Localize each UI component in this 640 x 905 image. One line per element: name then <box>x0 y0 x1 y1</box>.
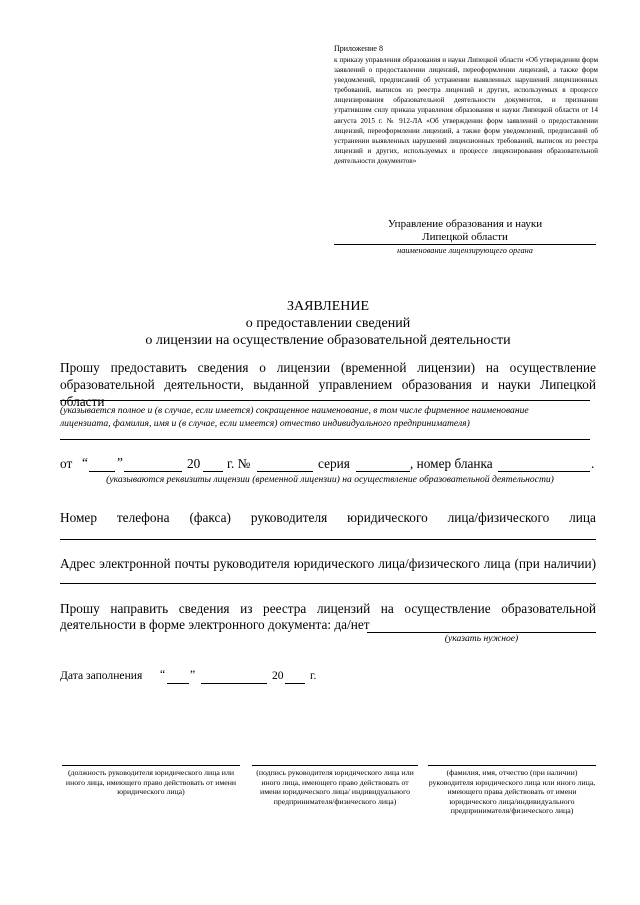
position-caption: (должность руководителя юридического лица или иного лица, имеющего право действовать от имени юридического лица) <box>65 768 237 797</box>
blank-number-label: , номер бланка <box>410 456 493 471</box>
date-quote-close: ” <box>190 668 196 681</box>
fullname-signature-line[interactable] <box>428 765 596 766</box>
electronic-line-1: Прошу направить сведения из реестра лицензий на осуществление образовательной <box>60 601 596 616</box>
phone-word-2: телефона <box>116 510 170 525</box>
date-month-field[interactable] <box>201 683 267 684</box>
electronic-hint: (указать нужное) <box>444 633 519 644</box>
year-field[interactable] <box>203 471 223 472</box>
fullname-caption: (фамилия, имя, отчество (при наличии) руководителя юридического лица или иного лица, имеющего права действовать от имени юридического лица/индивидуального предпринимателя/физического лица) <box>428 768 596 816</box>
phone-word-6: лица/физического <box>447 510 550 525</box>
request-hint-1: (указывается полное и (в случае, если имеется) сокращенное наименование, в том числе фирменное наименование <box>60 405 529 416</box>
email-label: Адрес электронной почты руководителя юридического лица/физического лица (при наличии) <box>60 556 596 571</box>
quote-close: ” <box>117 455 123 470</box>
signature-caption: (подпись руководителя юридического лица или иного лица, имеющего право действовать от имени юридического лица/ индивидуального предпринимателя/физического лица) <box>256 768 414 806</box>
period: . <box>591 456 595 471</box>
phone-word-5: юридического <box>347 510 428 525</box>
signature-line[interactable] <box>252 765 418 766</box>
date-row <box>60 669 380 687</box>
phone-word-7: лица <box>569 510 596 525</box>
series-label: серия <box>318 456 350 471</box>
appendix-title: Приложение 8 <box>334 44 383 53</box>
series-field[interactable] <box>356 471 410 472</box>
license-details-row <box>60 456 600 476</box>
number-label: г. № <box>227 456 251 471</box>
licensee-name-field[interactable] <box>60 400 590 401</box>
date-g: г. <box>310 669 317 682</box>
document-subtitle-2: о лицензии на осуществление образовательной деятельности <box>145 333 511 348</box>
year-prefix: 20 <box>187 456 201 471</box>
document-subtitle-1: о предоставлении сведений <box>245 316 411 331</box>
licensee-name-field-2[interactable] <box>60 439 590 440</box>
date-year-field[interactable] <box>285 683 305 684</box>
phone-word-4: руководителя <box>250 510 328 525</box>
blank-number-field[interactable] <box>498 471 590 472</box>
details-hint: (указываются реквизиты лицензии (временной лицензии) на осуществление образовательной деятельности) <box>106 474 554 485</box>
phone-word-3: (факса) <box>189 510 231 525</box>
from-label: от <box>60 456 73 471</box>
request-line-2: образовательной деятельности, выданной управлением образования и науки Липецкой области <box>60 377 596 409</box>
date-day-field[interactable] <box>167 683 189 684</box>
phone-word-1: Номер <box>60 510 97 525</box>
position-signature-line[interactable] <box>62 765 240 766</box>
email-field[interactable] <box>60 583 596 584</box>
date-year-prefix: 20 <box>272 669 284 682</box>
date-quote-open: “ <box>160 668 166 681</box>
quote-open: “ <box>82 455 88 470</box>
authority-line2: Липецкой области <box>422 231 508 243</box>
appendix-text: к приказу управления образования и науки Липецкой области «Об утверждении форм заявлений о предоставлении лицензий, переоформлении лицензий, а также форм уведомлений, предписаний об устранении выявленных нарушений лицензионных требований, выписок из реестра лицензий и других, используемых в процессе лицензирования образовательной деятельности документов, и признании утратившим силу приказа управления образования и науки Липецкой области от 14 августа 2015 г. № 912-ЛА «Об утверждении форм заявлений о предоставлении лицензий, переоформлении лицензий, а также форм уведомлений, предписаний об устранении выявленных нарушений лицензионных требований, выписок из реестра лицензий и других, используемых в процессе лицензирования образовательной деятельности документов» <box>334 56 598 165</box>
document-title: ЗАЯВЛЕНИЕ <box>286 299 370 314</box>
authority-line1: Управление образования и науки <box>387 218 543 230</box>
request-line-1: Прошу предоставить сведения о лицензии (временной лицензии) на осуществление <box>60 360 596 375</box>
date-label: Дата заполнения <box>60 669 143 682</box>
authority-underline <box>334 244 596 245</box>
phone-field[interactable] <box>60 539 596 540</box>
day-field[interactable] <box>89 471 115 472</box>
month-field[interactable] <box>124 471 182 472</box>
request-hint-2: лицензиата, фамилия, имя и (в случае, если имеется) отчество индивидуального предпринимателя) <box>60 418 470 429</box>
number-field[interactable] <box>257 471 313 472</box>
phone-label-row <box>60 510 596 526</box>
electronic-line-2: деятельности в форме электронного документа: да/нет <box>60 617 370 632</box>
authority-caption: наименование лицензирующего органа <box>397 246 533 255</box>
